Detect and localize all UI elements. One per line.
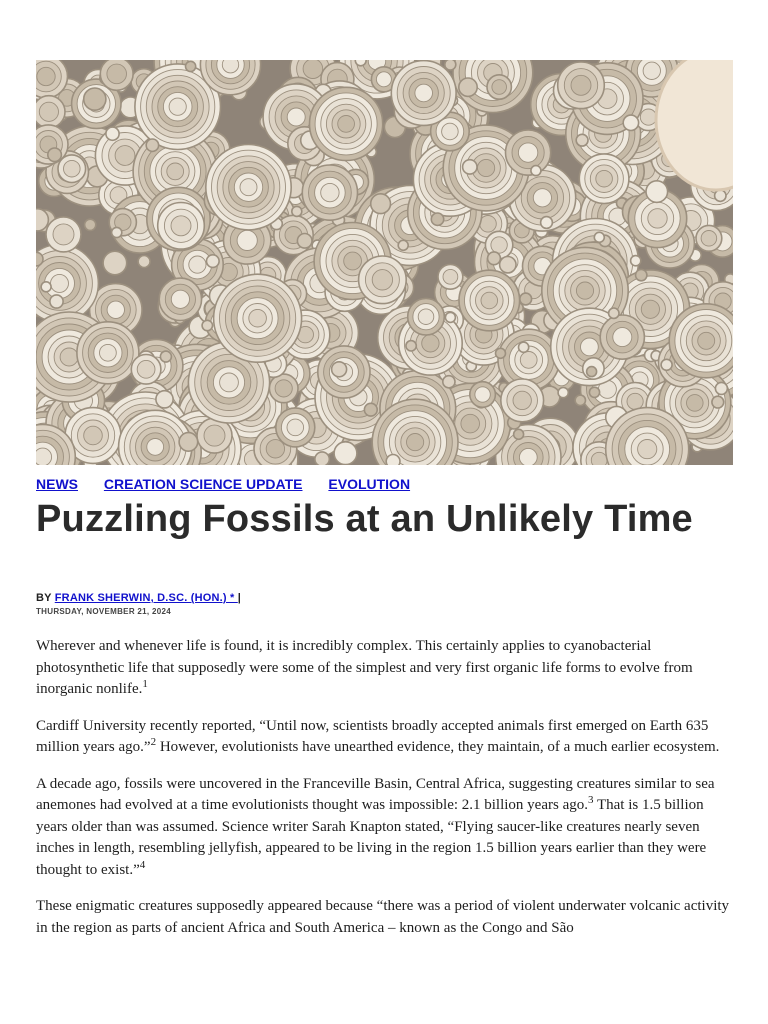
fossil-ring — [131, 355, 161, 385]
category-link-news[interactable]: NEWS — [36, 476, 78, 492]
fossil-ring — [391, 61, 456, 126]
fossil-ring — [103, 251, 127, 275]
fossil-ring — [206, 145, 291, 230]
footnote-ref-1[interactable]: 1 — [142, 678, 148, 690]
fossil-ring — [359, 256, 407, 304]
fossil-ring — [531, 166, 541, 176]
fossil-ring — [579, 154, 629, 204]
paragraph-text: Cardiff University recently reported, “Until now, scientists broadly accepted animals first emerged on Earth 635 million years ago.” — [36, 717, 709, 755]
fossil-ring — [636, 269, 647, 280]
fossil-ring — [661, 359, 672, 370]
fossil-ring — [463, 160, 477, 174]
category-link-creation-science-update[interactable]: CREATION SCIENCE UPDATE — [103, 476, 303, 492]
fossil-ring — [594, 232, 604, 242]
fossil-ring — [269, 374, 298, 403]
fossil-ring — [207, 255, 220, 268]
article-body — [36, 636, 733, 954]
fossil-ring — [179, 433, 198, 452]
fossil-ring — [112, 227, 122, 237]
article-title: Puzzling Fossils at an Unlikely Time — [36, 498, 693, 540]
fossil-ring — [46, 217, 81, 252]
fossil-ring — [669, 304, 733, 378]
fossil-ring — [445, 312, 455, 322]
footnote-ref-4[interactable]: 4 — [139, 858, 146, 871]
fossil-ring — [408, 298, 445, 335]
fossil-ring — [315, 452, 329, 465]
byline-separator: | — [237, 592, 242, 604]
fossil-ring — [501, 379, 544, 422]
fossil-ring — [506, 130, 551, 175]
fossil-ring — [558, 62, 605, 109]
paragraph-text: A decade ago, fossils were uncovered in the Franceville Basin, Central Africa, suggesting creatures similar to sea anemones had evolved at a time evolutionists thought was impossible: 2.1 billion years ago. — [36, 775, 715, 813]
fossil-ring — [443, 376, 455, 388]
fossil-ring — [50, 295, 63, 308]
fossil-ring — [431, 213, 443, 225]
fossil-ring — [106, 127, 119, 140]
fossil-ring — [41, 282, 51, 292]
fossil-ring — [158, 203, 205, 250]
fossil-ring — [202, 320, 212, 330]
fossil-ring — [646, 181, 668, 203]
fossil-ring — [587, 367, 597, 377]
fossil-ring — [459, 270, 520, 331]
fossil-ring — [386, 455, 400, 466]
category-links — [36, 476, 432, 492]
fossil-ring — [488, 252, 501, 265]
fossil-ring — [715, 190, 726, 201]
fossil-ring — [470, 382, 496, 408]
fossil-ring — [589, 387, 599, 397]
fossil-ring — [496, 348, 506, 358]
fossil-ring — [334, 442, 357, 465]
fossil-ring — [36, 96, 65, 128]
fossil-ring — [487, 75, 511, 99]
fossil-ring — [85, 219, 96, 230]
fossil-ring — [84, 88, 106, 110]
fossil-ring — [541, 217, 553, 229]
fossil-ring — [712, 396, 724, 408]
fossil-ring — [138, 256, 150, 268]
fossil-ring — [100, 60, 133, 90]
fossil-ring — [519, 342, 529, 352]
publish-date: THURSDAY, NOVEMBER 21, 2024 — [36, 607, 171, 616]
hero-image — [36, 60, 733, 465]
fossil-ring — [500, 257, 516, 273]
fossil-ring — [146, 139, 158, 151]
fossil-ring — [36, 252, 43, 266]
fossil-ring — [459, 78, 477, 96]
paragraph-text: That is 1.5 billion years older than was assumed. Science writer Sarah Knapton stated, “Flying saucer-like creatures nearly seven inches in length, resembling jellyfish, appeared to be living in the region 1.5 billion years earlier than they were thought to exist.” — [36, 797, 707, 878]
paragraph-3 — [36, 774, 733, 882]
fossil-ring — [332, 362, 347, 377]
fossil-ring — [600, 315, 644, 359]
paragraph-1 — [36, 636, 733, 701]
fossil-ring — [364, 403, 377, 416]
author-link[interactable]: FRANK SHERWIN, D.SC. (HON.) * — [54, 592, 238, 604]
category-link-evolution[interactable]: EVOLUTION — [328, 476, 411, 492]
fossil-ring — [292, 206, 302, 216]
fossil-ring — [310, 87, 383, 160]
fossil-ring — [715, 382, 727, 394]
fossil-ring — [214, 274, 302, 362]
fossil-ring — [609, 308, 619, 318]
fossil-ring — [520, 293, 532, 305]
fossil-ring — [48, 148, 62, 162]
by-label: BY — [36, 592, 52, 604]
paragraph-text: These enigmatic creatures supposedly appeared because “there was a period of violent underwater volcanic activity in the region as parts of ancient Africa and South America – known as the Congo and São — [36, 898, 730, 936]
fossil-ring — [623, 115, 638, 130]
fossil-ring — [276, 408, 315, 447]
footnote-ref-3[interactable]: 3 — [588, 794, 594, 806]
fossil-ring — [406, 341, 416, 351]
fossil-ring — [371, 194, 391, 214]
paragraph-2 — [36, 716, 733, 759]
fossil-ring — [355, 60, 366, 66]
fossil-ring — [77, 322, 139, 384]
fossil-ring — [445, 60, 456, 70]
fossil-ring — [186, 61, 196, 71]
fossil-ring — [438, 264, 463, 289]
fossil-ring — [558, 388, 568, 398]
paragraph-text: However, evolutionists have unearthed evidence, they maintain, of a much earlier ecosystem. — [156, 739, 720, 755]
fossil-ring — [159, 278, 201, 320]
fossil-ring — [160, 351, 171, 362]
fossil-ring — [398, 240, 408, 250]
paragraph-text: Wherever and whenever life is found, it is incredibly complex. This certainly applies to cyanobacterial photosynthetic life that supposedly were some of the simplest and very first organic life forms to evolve from inorganic nonlife. — [36, 638, 693, 697]
footnote-ref-2[interactable]: 2 — [150, 736, 157, 748]
fossil-ring — [631, 256, 641, 266]
fossil-ring — [576, 134, 588, 146]
fossil-ring — [297, 234, 312, 249]
paragraph-4 — [36, 896, 733, 939]
fossil-ring — [302, 165, 357, 220]
byline — [36, 592, 241, 604]
fossil-ring — [575, 395, 585, 405]
fossil-ring — [156, 391, 173, 408]
fossil-ring — [696, 225, 722, 251]
stromatolite-fossil-photo — [36, 60, 733, 465]
fossil-ring — [514, 429, 524, 439]
